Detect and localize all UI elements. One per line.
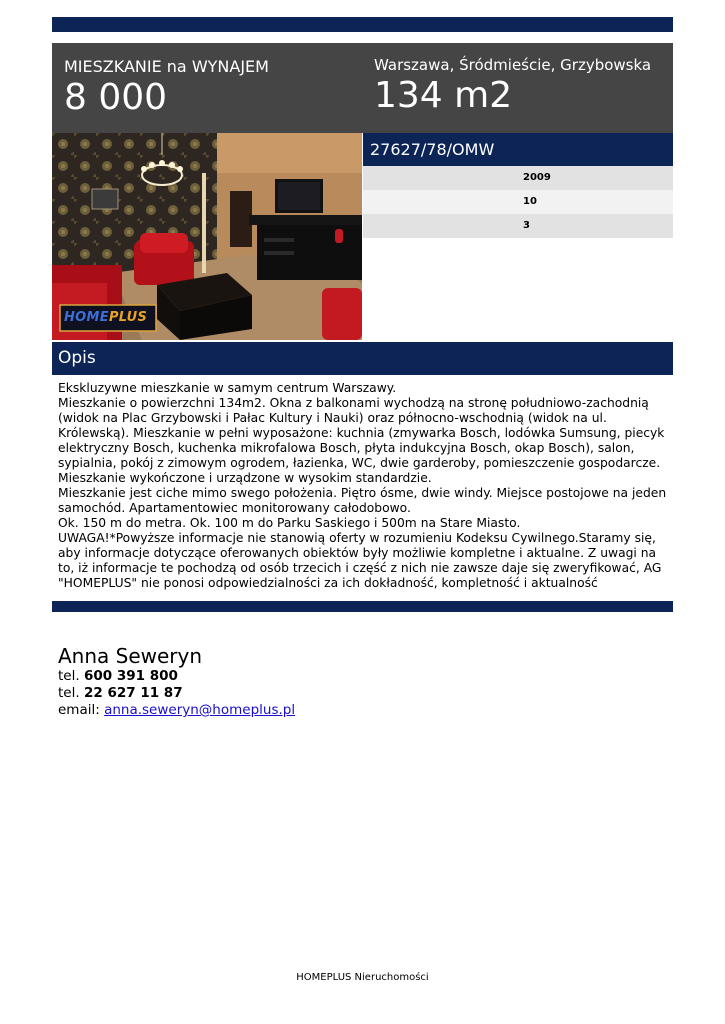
listing-header xyxy=(52,43,673,133)
homeplus-logo xyxy=(64,309,147,327)
description-text xyxy=(58,381,670,591)
header-left xyxy=(64,57,269,119)
logo-home: HOME xyxy=(64,310,109,325)
phone-number: 22 627 11 87 xyxy=(83,685,183,701)
description-line: Mieszkanie o powierzchni 134m2. Okna z balkonami wychodzą na stronę południowo-zachodnią (widok na Plac Grzybowski i Pałac Kultury i Nauki) oraz północno-wschodnią (widok na ul. Królewską). Mieszkanie w pełni wyposażone: kuchnia (zmywarka Bosch, lodówka Sumsung, piecyk elektryczny Bosch, kuchenka mikrofalowa Bosch, płyta indukcyjna Bosch, okap Bosch), salon, sypialnia, pokój z zimowym ogrodem, łazienka, WC, dwie garderoby, pomieszczenie gospodarcze. xyxy=(58,396,665,470)
agent-phone-1 xyxy=(58,668,295,685)
detail-row xyxy=(363,190,673,214)
description-line: UWAGA!*Powyższe informacje nie stanowią oferty w rozumieniu Kodeksu Cywilnego.Staramy się, aby informacje dotyczące oferowanych obiektów były możliwie kompletne i aktualne. Z uwagi na to, iż informacje te pochodzą od osób trzecich i część z nich nie zawsze daje się zweryfikować, AG "HOMEPLUS" nie ponosi odpowiedzialności za ich dokładność, kompletność i aktualność xyxy=(58,531,662,590)
apartment-photo xyxy=(52,133,362,340)
bottom-accent-bar xyxy=(52,601,673,612)
offer-price: 8 000 xyxy=(64,77,168,118)
offer-area: 134 m2 xyxy=(374,75,513,116)
detail-value: 3 xyxy=(523,220,530,231)
email-link[interactable]: anna.seweryn@homeplus.pl xyxy=(104,702,296,718)
description-heading: Opis xyxy=(52,342,673,375)
offer-location: Warszawa, Śródmieście, Grzybowska xyxy=(374,56,652,74)
detail-value: 2009 xyxy=(523,172,551,183)
logo-plus: PLUS xyxy=(108,310,148,325)
header-right xyxy=(374,56,651,117)
description-line: Ok. 150 m do metra. Ok. 100 m do Parku Saskiego i 500m na Stare Miasto. xyxy=(58,516,521,530)
tel-label: tel. xyxy=(58,668,80,684)
description-line: Mieszkanie jest ciche mimo swego położenia. Piętro ósme, dwie windy. Miejsce postojowe na jeden samochód. Apartamentowiec monitorowany całodobowo. xyxy=(58,486,667,515)
description-line: Mieszkanie wykończone i urządzone w wysokim standardzie. xyxy=(58,471,432,485)
agent-email xyxy=(58,702,295,719)
detail-row xyxy=(363,166,673,190)
detail-value: 10 xyxy=(523,196,537,207)
page-footer: HOMEPLUS Nieruchomości xyxy=(296,972,429,983)
email-label: email: xyxy=(58,702,100,718)
description-line: Ekskluzywne mieszkanie w samym centrum Warszawy. xyxy=(58,381,397,395)
top-accent-bar xyxy=(52,17,673,32)
detail-row xyxy=(363,214,673,238)
reference-number: 27627/78/OMW xyxy=(363,133,673,166)
agent-phone-2 xyxy=(58,685,295,702)
phone-number: 600 391 800 xyxy=(83,668,178,684)
agent-name: Anna Seweryn xyxy=(58,644,203,668)
offer-type: MIESZKANIE na WYNAJEM xyxy=(64,57,269,76)
agent-contact xyxy=(58,644,295,719)
tel-label: tel. xyxy=(58,685,80,701)
